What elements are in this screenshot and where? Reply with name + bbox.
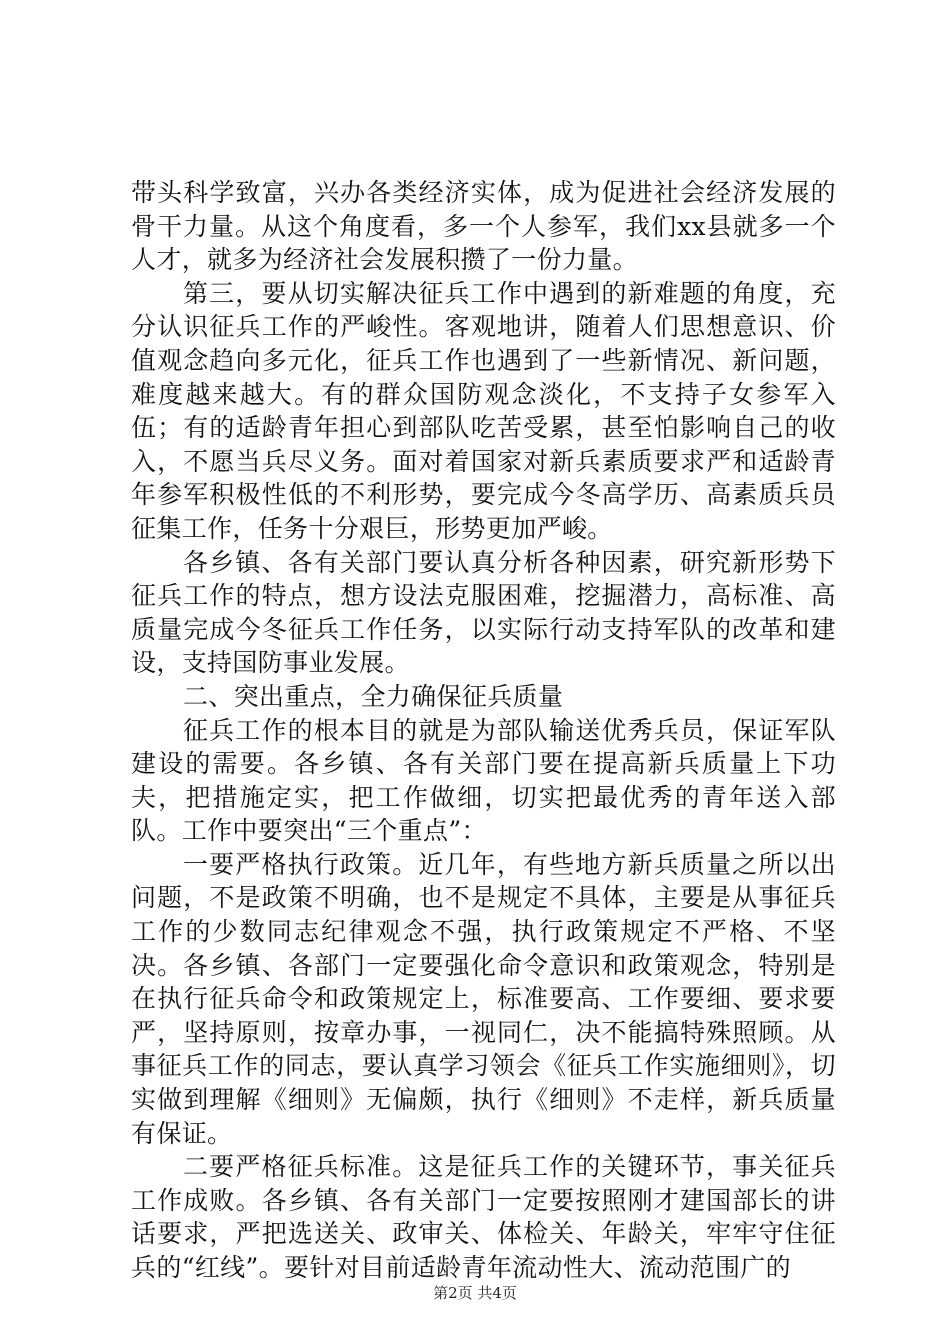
page-footer — [0, 1283, 950, 1303]
paragraph-purpose: 征兵工作的根本目的就是为部队输送优秀兵员，保证军队建设的需要。各乡镇、各有关部门要在提高新兵质量上下功夫，把措施定实，把工作做细，切实把最优秀的青年送入部队。工作中要突出“三个重点”： — [131, 715, 836, 846]
paragraph-policy: 一要严格执行政策。近几年，有些地方新兵质量之所以出问题，不是政策不明确，也不是规定不具体，主要是从事征兵工作的少数同志纪律观念不强，执行政策规定不严格、不坚决。各乡镇、各部门一定要强化命令意识和政策观念，特别是在执行征兵命令和政策规定上，标准要高、工作要细、要求要严，坚持原则，按章办事，一视同仁，决不能搞特殊照顾。从事征兵工作的同志，要认真学习领会《征兵工作实施细则》，切实做到理解《细则》无偏颇，执行《细则》不走样，新兵质量有保证。 — [131, 849, 836, 1148]
page-number: 第2页 共4页 — [433, 1284, 517, 1302]
paragraph-continuation: 带头科学致富，兴办各类经济实体，成为促进社会经济发展的骨干力量。从这个角度看，多一个人参军，我们xx县就多一个人才，就多为经济社会发展积攒了一份力量。 — [131, 178, 836, 275]
paragraph-departments: 各乡镇、各有关部门要认真分析各种因素，研究新形势下征兵工作的特点，想方设法克服困难，挖掘潜力，高标准、高质量完成今冬征兵工作任务，以实际行动支持军队的改革和建设，支持国防事业发展。 — [131, 547, 836, 678]
document-body — [131, 176, 836, 1285]
paragraph-third-point: 第三，要从切实解决征兵工作中遇到的新难题的角度，充分认识征兵工作的严峻性。客观地讲，随着人们思想意识、价值观念趋向多元化，征兵工作也遇到了一些新情况、新问题，难度越来越大。有的群众国防观念淡化，不支持子女参军入伍；有的适龄青年担心到部队吃苦受累，甚至怕影响自己的收入，不愿当兵尽义务。面对着国家对新兵素质要求严和适龄青年参军积极性低的不利形势，要完成今冬高学历、高素质兵员征集工作，任务十分艰巨，形势更加严峻。 — [131, 278, 836, 543]
section-heading-two: 二、突出重点，全力确保征兵质量 — [183, 681, 564, 711]
paragraph-standards: 二要严格征兵标准。这是征兵工作的关键环节，事关征兵工作成败。各乡镇、各有关部门一定要按照刚才建国部长的讲话要求，严把选送关、政审关、体检关、年龄关，牢牢守住征兵的“红线”。要针对目前适龄青年流动性大、流动范围广的 — [131, 1152, 836, 1282]
